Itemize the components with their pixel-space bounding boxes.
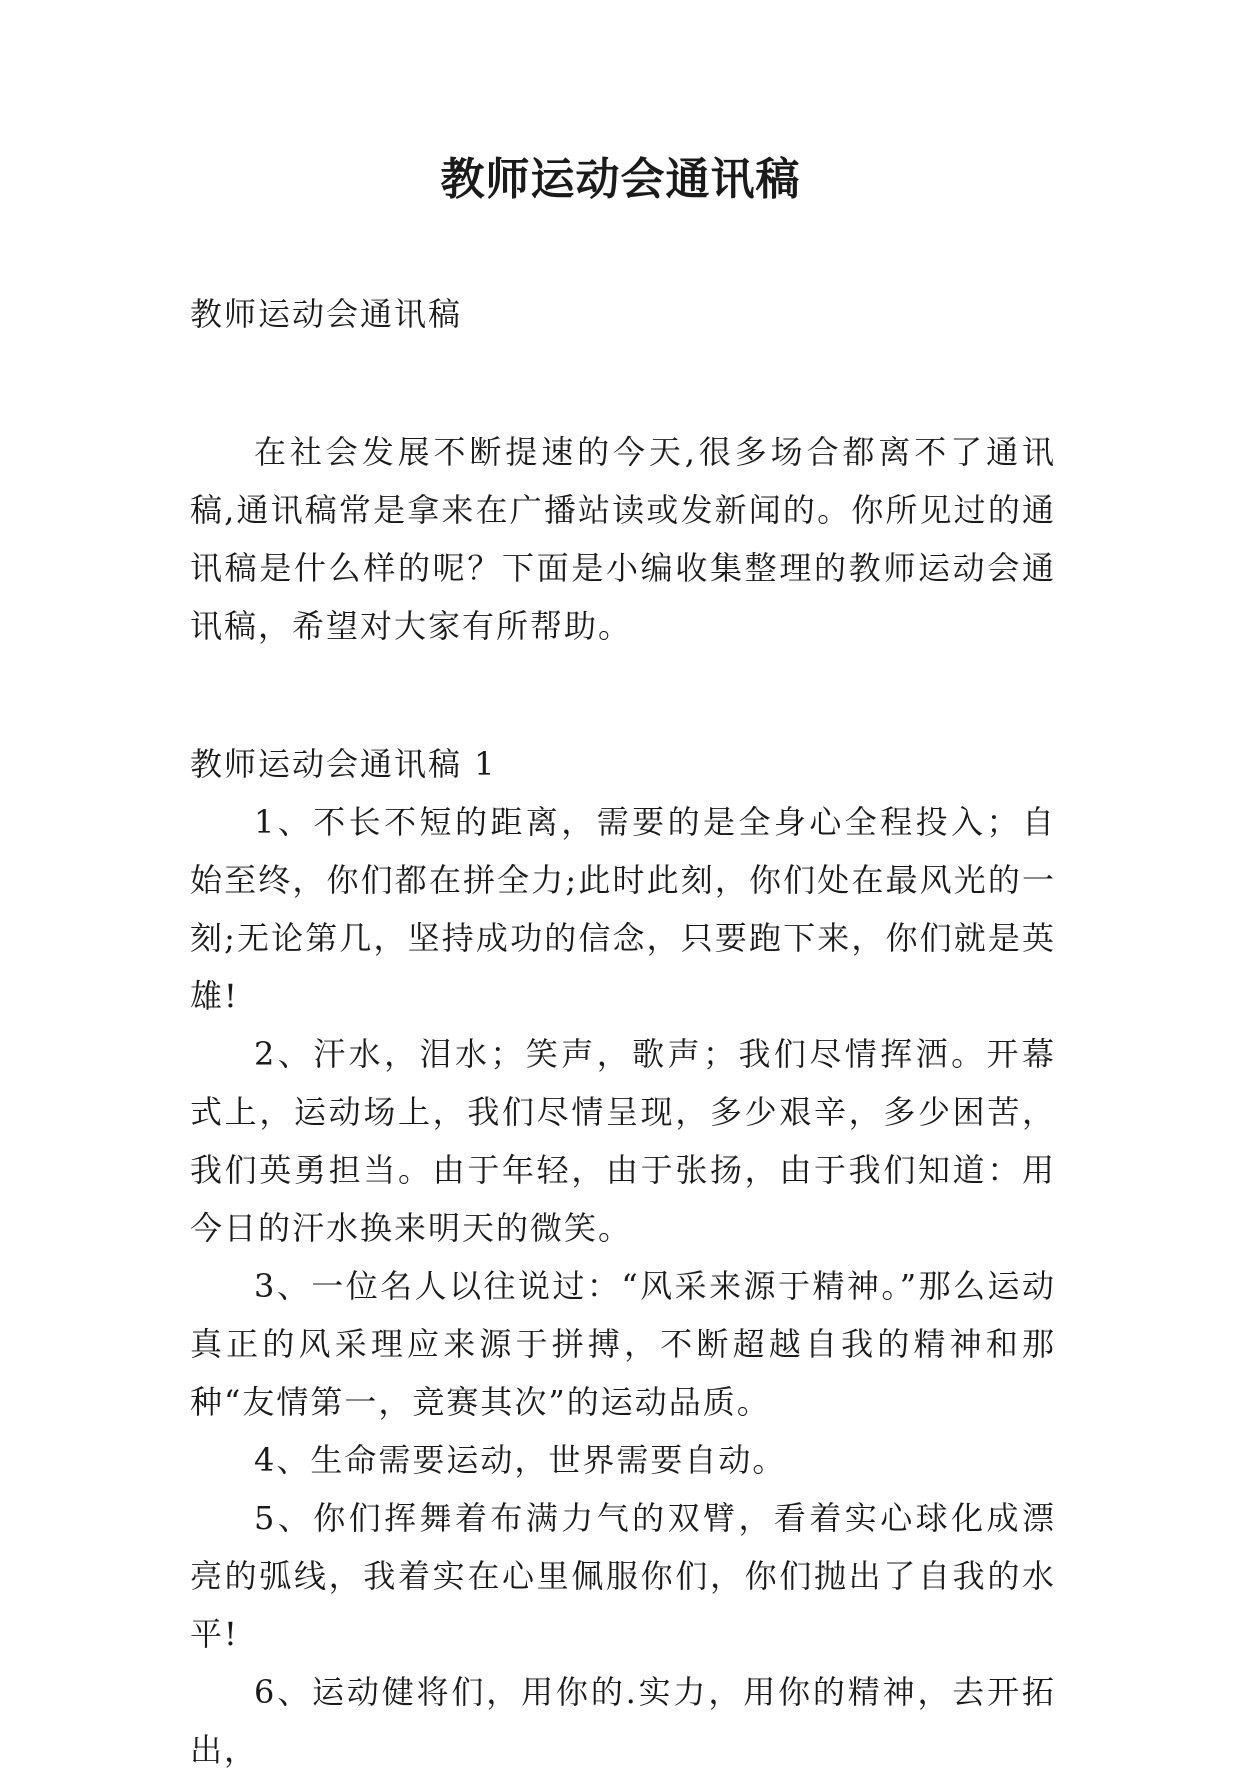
section-heading: 教师运动会通讯稿 1 [190, 745, 497, 783]
list-item: 4、生命需要运动，世界需要自动。 [254, 1441, 787, 1479]
document-title: 教师运动会通讯稿 [440, 154, 801, 205]
list-item: 1、不长不短的距离，需要的是全身心全程投入；自始至终，你们都在拼全力;此时此刻，你们处在最风光的一刻;无论第几，坚持成功的信念，只要跑下来，你们就是英雄! [190, 803, 1056, 1015]
list-item: 3、一位名人以往说过：“风采来源于精神。”那么运动真正的风采理应来源于拼搏，不断超越自我的精神和那种“友情第一，竞赛其次”的运动品质。 [190, 1267, 1056, 1421]
intro-paragraph: 在社会发展不断提速的今天,很多场合都离不了通讯稿,通讯稿常是拿来在广播站读或发新闻的。你所见过的通讯稿是什么样的呢？下面是小编收集整理的教师运动会通讯稿，希望对大家有所帮助。 [190, 433, 1056, 645]
document-subtitle: 教师运动会通讯稿 [190, 295, 463, 333]
document-body [190, 285, 1056, 1779]
list-item: 2、汗水，泪水；笑声，歌声；我们尽情挥洒。开幕式上，运动场上，我们尽情呈现，多少艰辛，多少困苦，我们英勇担当。由于年轻，由于张扬，由于我们知道：用今日的汗水换来明天的微笑。 [190, 1035, 1056, 1247]
list-item: 6、运动健将们，用你的.实力，用你的精神，去开拓出， [190, 1673, 1056, 1769]
list-item: 5、你们挥舞着布满力气的双臂，看着实心球化成漂亮的弧线，我着实在心里佩服你们，你们抛出了自我的水平! [190, 1499, 1056, 1653]
